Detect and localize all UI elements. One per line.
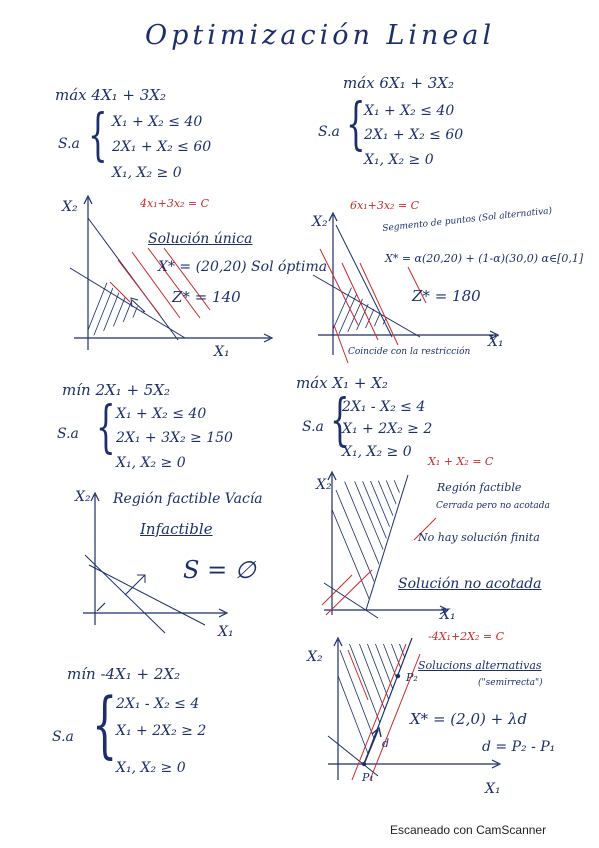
p3-axis-y: X₂	[75, 489, 91, 505]
p5-isoline: -4X₁+2X₂ = C	[428, 630, 505, 643]
p3-empty-set: S = ∅	[183, 556, 256, 584]
p2-heading: Segmento de puntos (Sol alternativa)	[381, 206, 553, 234]
p4-objective: máx X₁ + X₂	[296, 374, 388, 392]
p2-zstar: Z* = 180	[412, 287, 481, 305]
p2-xstar: X* = α(20,20) + (1-α)(30,0) α∈[0,1]	[385, 252, 584, 265]
p5-brace: {	[92, 682, 118, 766]
p1-zstar: Z* = 140	[172, 288, 241, 306]
p4-axis-y: X₂	[316, 477, 332, 493]
p2-c2: 2X₁ + X₂ ≤ 60	[364, 127, 464, 143]
p4-c3: X₁, X₂ ≥ 0	[342, 444, 412, 460]
p5-axis-y: X₂	[307, 649, 323, 665]
p2-c3: X₁, X₂ ≥ 0	[364, 152, 434, 168]
p1-c3: X₁, X₂ ≥ 0	[112, 165, 182, 181]
p4-isoline: X₁ + X₂ = C	[428, 455, 494, 468]
p2-axis-x: X₁	[488, 334, 504, 350]
footer-watermark: Escaneado con CamScanner	[390, 823, 547, 837]
page-title: Optimización Lineal	[145, 20, 496, 51]
p1-sa: S.a	[58, 136, 80, 152]
p4-region-2: Cerrada pero no acotada	[436, 501, 550, 511]
p4-c1: 2X₁ - X₂ ≤ 4	[342, 399, 426, 415]
p1-c1: X₁ + X₂ ≤ 40	[112, 114, 203, 130]
p1-graph	[60, 190, 310, 365]
p1-isoline: 4x₁+3x₂ = C	[140, 197, 210, 210]
p1-objective: máx 4X₁ + 3X₂	[55, 86, 166, 104]
p5-xstar: X* = (2,0) + λd	[410, 710, 528, 728]
p5-sa: S.a	[52, 729, 74, 745]
p4-region-1: Región factible	[437, 481, 522, 494]
p4-sa: S.a	[302, 419, 324, 435]
p5-heading: Solucions alternativas	[418, 659, 542, 672]
p1-brace: {	[88, 103, 108, 168]
p5-semirrecta: ("semirrecta")	[478, 678, 543, 688]
p5-axis-x: X₁	[485, 781, 501, 797]
p4-brace: {	[330, 388, 350, 453]
p3-c3: X₁, X₂ ≥ 0	[116, 455, 186, 471]
p5-c1: 2X₁ - X₂ ≤ 4	[116, 696, 200, 712]
p1-c2: 2X₁ + X₂ ≤ 60	[112, 139, 212, 155]
p4-graph	[318, 470, 448, 620]
p2-sa: S.a	[318, 124, 340, 140]
p5-c3: X₁, X₂ ≥ 0	[116, 760, 186, 776]
p1-axis-x: X₁	[214, 344, 230, 360]
p3-axis-x: X₁	[218, 624, 234, 640]
p5-d-def: d = P₂ - P₁	[482, 739, 556, 755]
p2-objective: máx 6X₁ + 3X₂	[343, 74, 454, 92]
p1-heading: Solución única	[148, 231, 253, 247]
p2-c1: X₁ + X₂ ≤ 40	[364, 103, 455, 119]
p1-xstar: X* = (20,20) Sol óptima	[158, 259, 328, 275]
p4-c2: X₁ + 2X₂ ≥ 2	[342, 421, 433, 437]
p5-point-p1: P₁	[362, 771, 374, 784]
p2-isoline: 6x₁+3x₂ = C	[350, 199, 420, 212]
p3-objective: mín 2X₁ + 5X₂	[62, 381, 171, 399]
p4-axis-x: X₁	[440, 607, 456, 623]
p2-axis-y: X₂	[312, 214, 328, 230]
p3-infeasible: Infactible	[140, 520, 213, 538]
p3-brace: {	[96, 395, 116, 460]
p4-no-solution: No hay solución finita	[418, 531, 540, 544]
p5-c2: X₁ + 2X₂ ≥ 2	[116, 723, 207, 739]
p5-d-label: d	[382, 737, 390, 750]
p3-c1: X₁ + X₂ ≤ 40	[116, 406, 207, 422]
p1-axis-y: X₂	[62, 199, 78, 215]
p4-unbounded: Solución no acotada	[398, 576, 542, 592]
p5-point-p2: P₂	[406, 671, 418, 684]
p2-note: Coincide con la restricción	[348, 347, 471, 357]
p3-c2: 2X₁ + 3X₂ ≥ 150	[116, 430, 233, 446]
p2-brace: {	[346, 92, 366, 157]
p5-objective: mín -4X₁ + 2X₂	[67, 665, 181, 683]
p3-sa: S.a	[57, 426, 79, 442]
p3-heading: Región factible Vacía	[113, 491, 263, 507]
